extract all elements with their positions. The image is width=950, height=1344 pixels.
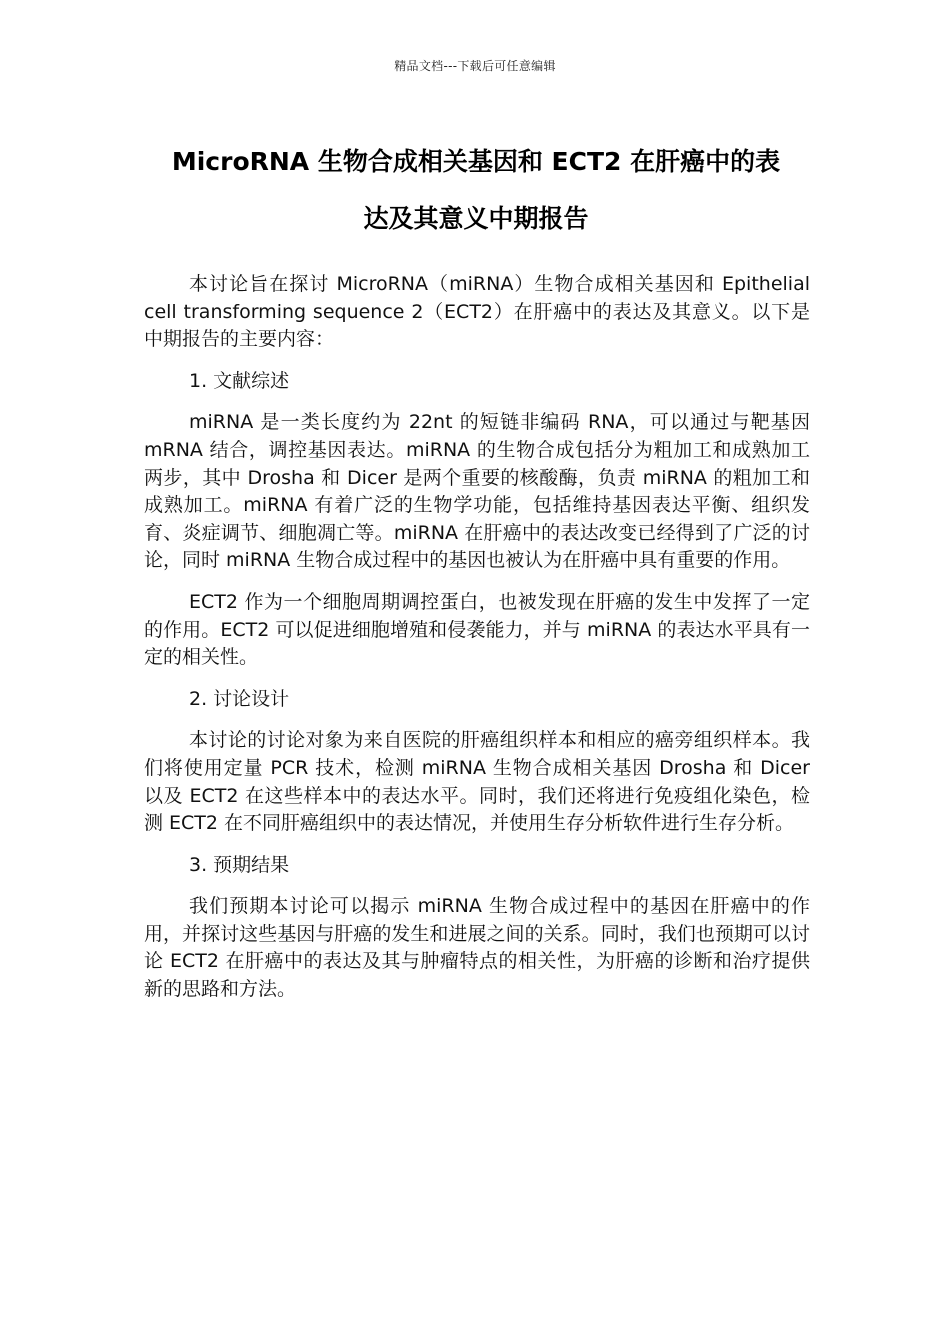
document-title — [140, 133, 812, 247]
title-line-1: MicroRNA 生物合成相关基因和 ECT2 在肝癌中的表 — [171, 147, 781, 176]
section-heading-expected-results: 3. 预期结果 — [189, 853, 290, 876]
page-header: 精品文档---下载后可任意编辑 — [394, 59, 556, 73]
literature-review-paragraph: miRNA 是一类长度约为 22nt 的短链非编码 RNA，可以通过与靶基因 mRNA 结合，调控基因表达。miRNA 的生物合成包括分为粗加工和成熟加工两步，其中 Drosha 和 Dicer 是两个重要的核酸酶，负责 miRNA 的粗加工和成熟加工。miRNA 有着广泛的生物学功能，包括维持基因表达平衡、组织发育、炎症调节、细胞凋亡等。miRNA 在肝癌中的表达改变已经得到了广泛的讨论，同时 miRNA 生物合成过程中的基因也被认为在肝癌中具有重要的作用。 — [144, 411, 810, 572]
title-line-2: 达及其意义中期报告 — [363, 204, 589, 233]
section-heading-study-design: 2. 讨论设计 — [189, 687, 290, 710]
intro-paragraph: 本讨论旨在探讨 MicroRNA（miRNA）生物合成相关基因和 Epithelial cell transforming sequence 2（ECT2）在肝癌中的表达及其意义。以下是中期报告的主要内容： — [144, 273, 810, 351]
expected-results-paragraph: 我们预期本讨论可以揭示 miRNA 生物合成过程中的基因在肝癌中的作用，并探讨这些基因与肝癌的发生和进展之间的关系。同时，我们也预期可以讨论 ECT2 在肝癌中的表达及其与肿瘤特点的相关性，为肝癌的诊断和治疗提供新的思路和方法。 — [144, 895, 810, 1001]
document-body — [144, 271, 810, 1018]
section-heading-literature-review: 1. 文献综述 — [189, 369, 290, 392]
study-design-paragraph: 本讨论的讨论对象为来自医院的肝癌组织样本和相应的癌旁组织样本。我们将使用定量 PCR 技术，检测 miRNA 生物合成相关基因 Drosha 和 Dicer 以及 ECT2 在这些样本中的表达水平。同时，我们还将进行免疫组化染色，检测 ECT2 在不同肝癌组织中的表达情况，并使用生存分析软件进行生存分析。 — [144, 729, 810, 835]
ect2-paragraph: ECT2 作为一个细胞周期调控蛋白，也被发现在肝癌的发生中发挥了一定的作用。ECT2 可以促进细胞增殖和侵袭能力，并与 miRNA 的表达水平具有一定的相关性。 — [144, 590, 810, 669]
